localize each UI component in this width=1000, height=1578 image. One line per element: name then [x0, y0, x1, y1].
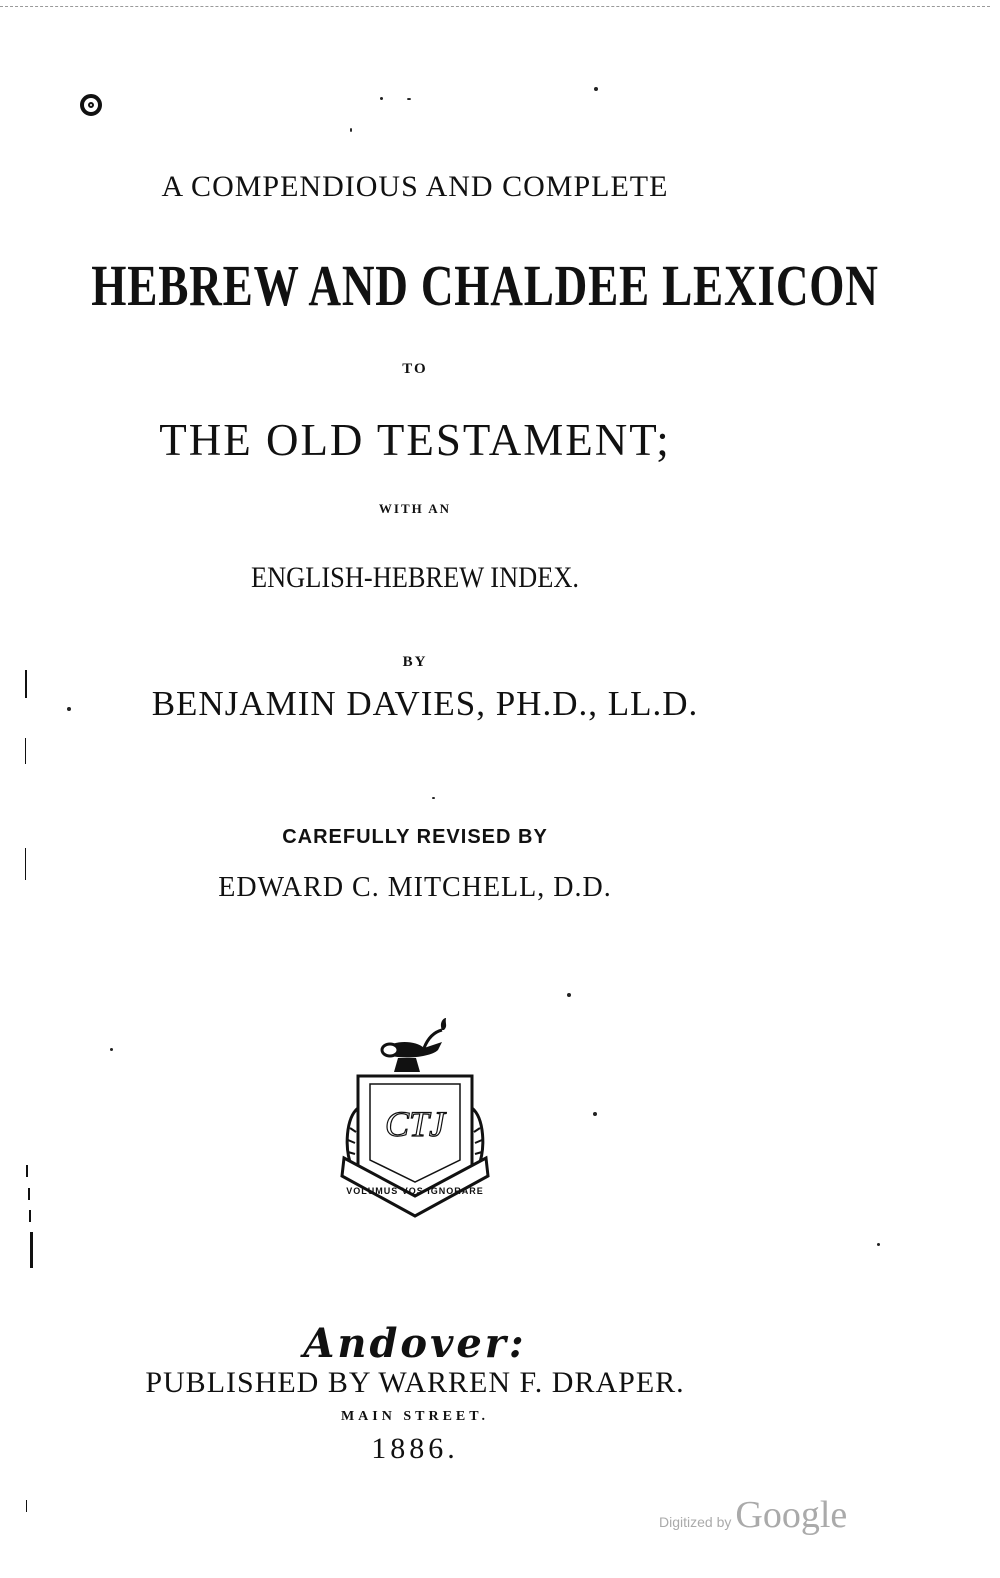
scan-speck [593, 1112, 597, 1116]
scan-speck [110, 1048, 113, 1051]
scan-speck [350, 128, 352, 132]
lamp-icon [382, 1018, 446, 1072]
watermark-prefix: Digitized by [659, 1514, 732, 1530]
scan-speck [877, 1243, 880, 1246]
scan-speck [380, 97, 383, 100]
title-old-testament: THE OLD TESTAMENT; [159, 415, 671, 465]
publisher-street: MAIN STREET. [340, 1409, 490, 1424]
publication-place: Andover: [303, 1320, 527, 1367]
emblem-motto: VOLUMUS VOS IGNORARE [346, 1186, 484, 1196]
main-title: HEBREW AND CHALDEE LEXICON [91, 253, 879, 318]
circle-ornament-icon [80, 94, 102, 116]
margin-mark [25, 738, 26, 764]
emblem-monogram: CTJ [384, 1104, 446, 1144]
title-line-compendious: A COMPENDIOUS AND COMPLETE [161, 170, 669, 203]
reviser-name: EDWARD C. MITCHELL, D.D. [218, 872, 612, 903]
scan-speck [594, 87, 598, 91]
title-connector-to: TO [402, 361, 428, 377]
margin-mark [26, 1165, 28, 1177]
revised-label: CAREFULLY REVISED BY [282, 826, 548, 848]
publisher-emblem [338, 1018, 492, 1223]
subtitle-index: ENGLISH-HEBREW INDEX. [250, 561, 579, 594]
margin-mark [28, 1188, 30, 1200]
scan-speck [407, 98, 411, 100]
watermark-brand: Google [735, 1494, 848, 1536]
digitized-watermark [659, 1493, 847, 1537]
margin-mark [30, 1232, 33, 1268]
margin-mark [29, 1210, 31, 1222]
margin-mark [26, 1500, 27, 1512]
publication-year: 1886. [371, 1432, 459, 1465]
page-top-border [0, 6, 990, 7]
title-connector-with-an: WITH AN [378, 501, 452, 516]
byline-by: BY [402, 654, 428, 670]
scan-speck [432, 797, 435, 799]
publisher-line: PUBLISHED BY WARREN F. DRAPER. [145, 1366, 685, 1399]
scan-speck [567, 993, 571, 997]
author-name: BENJAMIN DAVIES, PH.D., LL.D. [151, 684, 699, 723]
